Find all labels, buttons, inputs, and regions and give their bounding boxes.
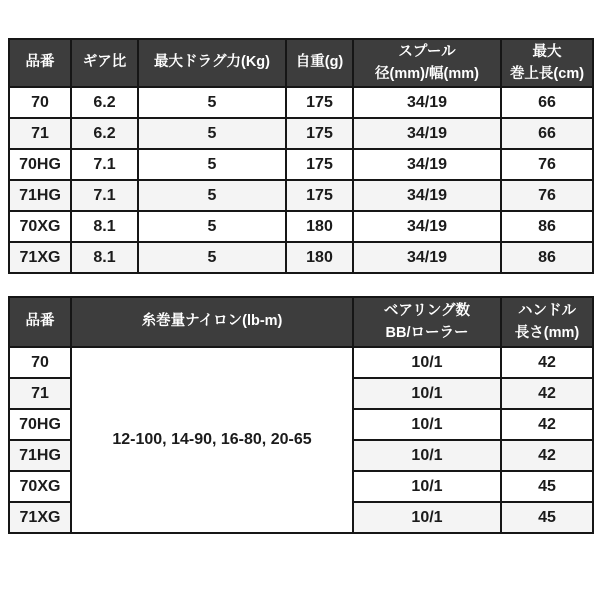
model-cell: 70XG	[9, 471, 71, 502]
spec-cell: 5	[138, 180, 286, 211]
spec-cell: 10/1	[353, 471, 501, 502]
spec-cell: 86	[501, 211, 593, 242]
spec-cell: 5	[138, 242, 286, 273]
header-spool	[353, 39, 501, 87]
spec-cell: 42	[501, 378, 593, 409]
spec-cell: 45	[501, 471, 593, 502]
table-row	[9, 211, 593, 242]
spec-cell: 175	[286, 149, 353, 180]
spec-cell: 34/19	[353, 242, 501, 273]
spec-cell: 5	[138, 149, 286, 180]
table-header-row	[9, 39, 593, 87]
header-handle-line2: 長さ(mm)	[514, 325, 580, 341]
spec-cell: 8.1	[71, 211, 138, 242]
model-cell: 70XG	[9, 211, 71, 242]
header-max-retrieve-line1: 最大	[532, 43, 562, 60]
table-row	[9, 149, 593, 180]
model-cell: 71	[9, 378, 71, 409]
table-row	[9, 118, 593, 149]
line-capacity-cell: 12-100, 14-90, 16-80, 20-65	[71, 347, 353, 533]
spec-cell: 10/1	[353, 378, 501, 409]
spec-cell: 8.1	[71, 242, 138, 273]
header-bearings-line1: ベアリング数	[383, 302, 471, 319]
top-spec-table	[8, 38, 594, 274]
model-cell: 71	[9, 118, 71, 149]
header-handle-length	[501, 297, 593, 347]
header-handle-line1: ハンドル	[518, 302, 576, 319]
spec-cell: 76	[501, 149, 593, 180]
spec-cell: 34/19	[353, 118, 501, 149]
model-cell: 70	[9, 347, 71, 378]
spec-cell: 34/19	[353, 211, 501, 242]
spec-cell: 180	[286, 242, 353, 273]
model-cell: 71HG	[9, 440, 71, 471]
model-cell: 70	[9, 87, 71, 118]
model-cell: 70HG	[9, 149, 71, 180]
spec-cell: 7.1	[71, 180, 138, 211]
spec-cell: 86	[501, 242, 593, 273]
spec-cell: 42	[501, 440, 593, 471]
spec-cell: 10/1	[353, 347, 501, 378]
header-max-retrieve-line2: 巻上長(cm)	[509, 66, 585, 82]
spec-cell: 5	[138, 87, 286, 118]
header-gear-ratio: ギア比	[71, 39, 138, 87]
header-line-capacity: 糸巻量ナイロン(lb-m)	[71, 297, 353, 347]
spec-cell: 175	[286, 118, 353, 149]
table-header-row	[9, 297, 593, 347]
header-model: 品番	[9, 39, 71, 87]
header-max-drag: 最大ドラグ力(Kg)	[138, 39, 286, 87]
header-bearings	[353, 297, 501, 347]
table-row	[9, 242, 593, 273]
bottom-spec-table	[8, 296, 594, 534]
model-cell: 71XG	[9, 502, 71, 533]
spec-cell: 6.2	[71, 118, 138, 149]
spec-cell: 34/19	[353, 87, 501, 118]
spec-cell: 5	[138, 211, 286, 242]
header-weight: 自重(g)	[286, 39, 353, 87]
model-cell: 71XG	[9, 242, 71, 273]
spec-cell: 66	[501, 87, 593, 118]
model-cell: 71HG	[9, 180, 71, 211]
spec-cell: 7.1	[71, 149, 138, 180]
header-max-retrieve	[501, 39, 593, 87]
spec-cell: 45	[501, 502, 593, 533]
spec-cell: 5	[138, 118, 286, 149]
table-row	[9, 347, 593, 378]
spec-cell: 175	[286, 180, 353, 211]
spec-cell: 10/1	[353, 502, 501, 533]
spec-cell: 42	[501, 409, 593, 440]
spec-cell: 42	[501, 347, 593, 378]
header-model: 品番	[9, 297, 71, 347]
spec-cell: 175	[286, 87, 353, 118]
model-cell: 70HG	[9, 409, 71, 440]
header-spool-line1: スプール	[398, 43, 456, 60]
spec-cell: 34/19	[353, 149, 501, 180]
header-spool-line2: 径(mm)/幅(mm)	[375, 66, 479, 82]
spec-cell: 66	[501, 118, 593, 149]
spec-cell: 10/1	[353, 409, 501, 440]
spec-cell: 6.2	[71, 87, 138, 118]
table-row	[9, 87, 593, 118]
spec-cell: 10/1	[353, 440, 501, 471]
spec-cell: 76	[501, 180, 593, 211]
spec-cell: 34/19	[353, 180, 501, 211]
spec-cell: 180	[286, 211, 353, 242]
header-bearings-line2: BB/ローラー	[385, 325, 469, 341]
table-row	[9, 180, 593, 211]
